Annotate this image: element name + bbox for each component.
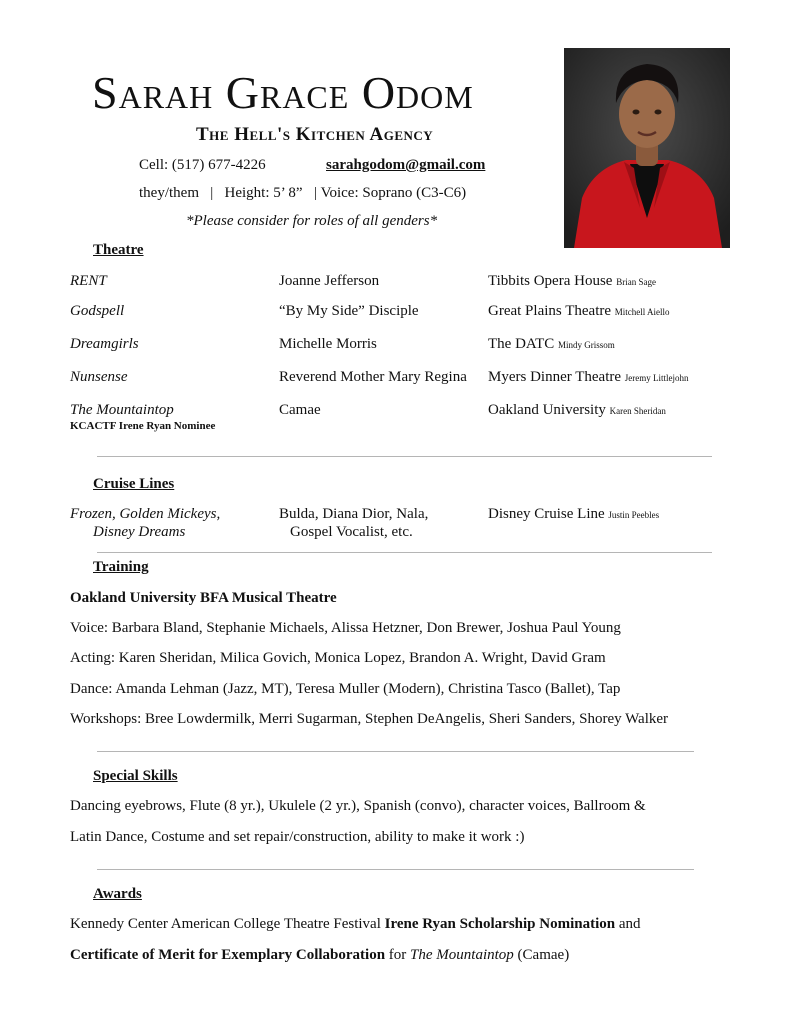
director-name: Mindy Grissom [558,340,615,350]
special-skills-heading: Special Skills [93,768,178,784]
award-certificate: Certificate of Merit for Exemplary Collaboration [70,947,386,963]
awards-heading: Awards [93,886,142,902]
voice-type: Voice: Soprano (C3-C6) [320,185,467,201]
venue-name: Tibbits Opera House [488,273,613,289]
contact-details-line: they/them | Height: 5’ 8” | Voice: Soprano (C3-C6) [139,185,467,201]
name-title: Sarah Grace Odom [92,67,474,118]
awards-line [70,916,641,933]
theatre-venue [488,303,670,320]
venue-name: Oakland University [488,402,606,418]
training-line: Acting: Karen Sheridan, Milica Govich, Monica Lopez, Brandon A. Wright, David Gram [70,650,606,666]
cruise-roles-cont: Gospel Vocalist, etc. [290,524,413,540]
training-heading: Training [93,559,149,575]
award-conjunction: and [615,916,641,932]
cruise-venue [488,506,659,523]
height: Height: 5’ 8” [224,185,303,201]
pronouns: they/them [139,185,199,201]
theatre-venue [488,336,615,353]
theatre-show: Godspell [70,303,125,319]
agency-name: The Hell's Kitchen Agency [196,124,434,145]
cruise-lines-heading: Cruise Lines [93,476,175,492]
theatre-role: Reverend Mother Mary Regina [279,369,467,385]
theatre-venue [488,369,689,386]
award-note: KCACTF Irene Ryan Nominee [70,420,216,432]
award-show: The Mountaintop [410,947,514,963]
section-divider [97,751,694,752]
venue-name: Disney Cruise Line [488,506,605,522]
awards-line [70,947,569,964]
director-name: Mitchell Aiello [614,307,670,317]
section-divider [97,552,712,553]
director-name: Karen Sheridan [609,406,666,416]
section-divider [97,456,712,457]
theatre-venue [488,273,656,290]
cruise-shows-cont: Disney Dreams [93,524,186,540]
director-name: Jeremy Littlejohn [624,373,689,383]
theatre-heading: Theatre [93,242,144,258]
theatre-role: “By My Side” Disciple [279,303,419,319]
training-school: Oakland University BFA Musical Theatre [70,590,337,606]
venue-name: The DATC [488,336,555,352]
award-nomination: Irene Ryan Scholarship Nomination [384,916,616,932]
award-for: for [385,947,411,963]
theatre-role: Michelle Morris [279,336,377,352]
headshot-photo [564,48,730,248]
cruise-roles: Bulda, Diana Dior, Nala, [279,506,429,522]
theatre-show: The Mountaintop [70,402,174,418]
casting-note: *Please consider for roles of all genders* [186,213,438,229]
award-festival: Kennedy Center American College Theatre Festival [70,916,385,932]
venue-name: Myers Dinner Theatre [488,369,622,385]
cell-phone: Cell: (517) 677-4226 [139,157,266,173]
training-line: Workshops: Bree Lowdermilk, Merri Sugarman, Stephen DeAngelis, Sheri Sanders, Shorey Walker [70,711,669,727]
training-line: Dance: Amanda Lehman (Jazz, MT), Teresa Muller (Modern), Christina Tasco (Ballet), Tap [70,681,621,697]
theatre-venue [488,402,666,419]
theatre-show: RENT [70,273,107,289]
theatre-role: Joanne Jefferson [279,273,380,289]
director-name: Brian Sage [616,277,656,287]
theatre-show: Nunsense [70,369,128,385]
venue-name: Great Plains Theatre [488,303,612,319]
email-link[interactable]: sarahgodom@gmail.com [326,157,486,173]
award-role: (Camae) [513,947,570,963]
training-line: Voice: Barbara Bland, Stephanie Michaels, Alissa Hetzner, Don Brewer, Joshua Paul Young [70,620,621,636]
section-divider [97,869,694,870]
cruise-shows: Frozen, Golden Mickeys, [70,506,221,522]
skills-line: Dancing eyebrows, Flute (8 yr.), Ukulele (2 yr.), Spanish (convo), character voices, Ballroom & [70,798,646,814]
director-name: Justin Peebles [608,510,660,520]
skills-line: Latin Dance, Costume and set repair/construction, ability to make it work :) [70,829,525,845]
theatre-role: Camae [279,402,321,418]
theatre-show: Dreamgirls [70,336,139,352]
